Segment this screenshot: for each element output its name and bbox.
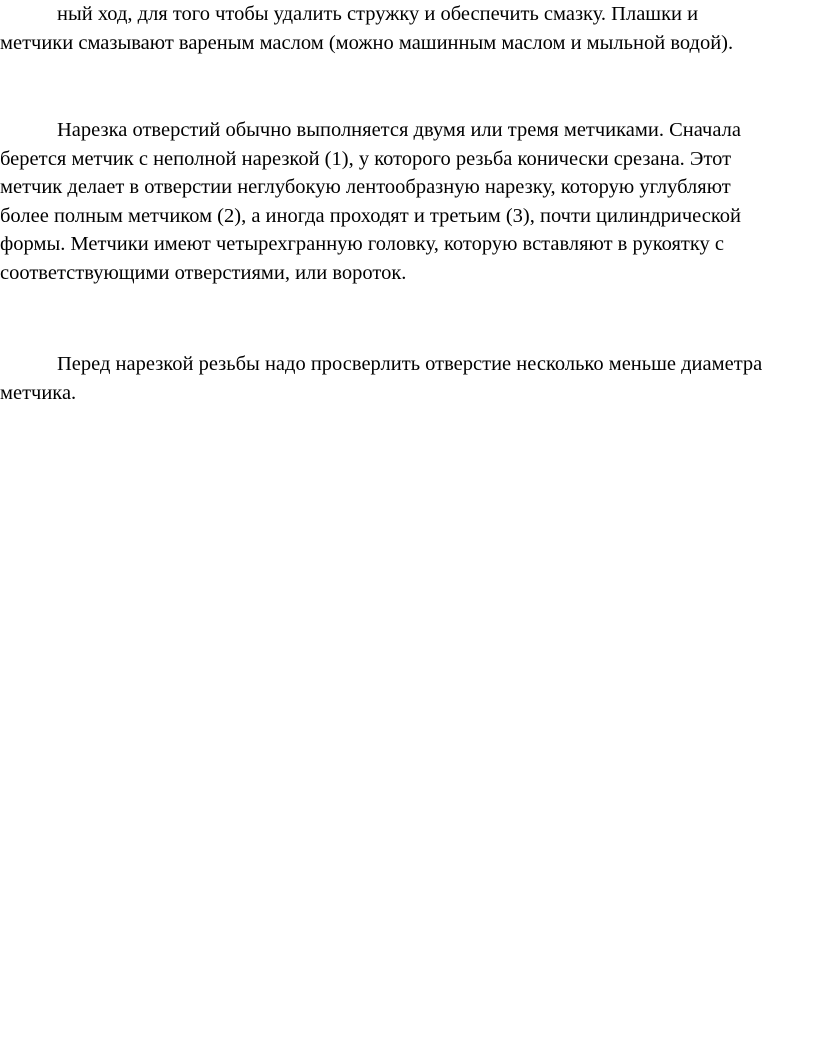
paragraph-lubrication <box>0 0 816 57</box>
text-line: метчика. <box>0 381 77 404</box>
text-line: соответствующими отверстиями, или вороток. <box>0 261 407 284</box>
text-line: Перед нарезкой резьбы надо просверлить отверстие несколько меньше диаметра <box>57 353 763 375</box>
paragraph-tap-threading <box>0 116 816 287</box>
text-line: формы. Метчики имеют четырехгранную головку, которую вставляют в рукоятку с <box>0 233 725 255</box>
text-line: берется метчик с неполной нарезкой (1), у которого резьба конически срезана. Этот <box>0 147 732 170</box>
paragraph-drilling <box>0 350 816 407</box>
text-line: Нарезка отверстий обычно выполняется двумя или тремя метчиками. Сначала <box>57 119 741 141</box>
text-line: метчики смазывают вареным маслом (можно машинным маслом и мыльной водой). <box>0 31 734 54</box>
text-line: более полным метчиком (2), а иногда проходят и третьим (3), почти цилиндрической <box>0 204 741 227</box>
text-line: ный ход, для того чтобы удалить стружку и обеспечить смазку. Плашки и <box>57 3 699 25</box>
text-line: метчик делает в отверстии неглубокую лентообразную нарезку, которую углубляют <box>0 176 731 198</box>
